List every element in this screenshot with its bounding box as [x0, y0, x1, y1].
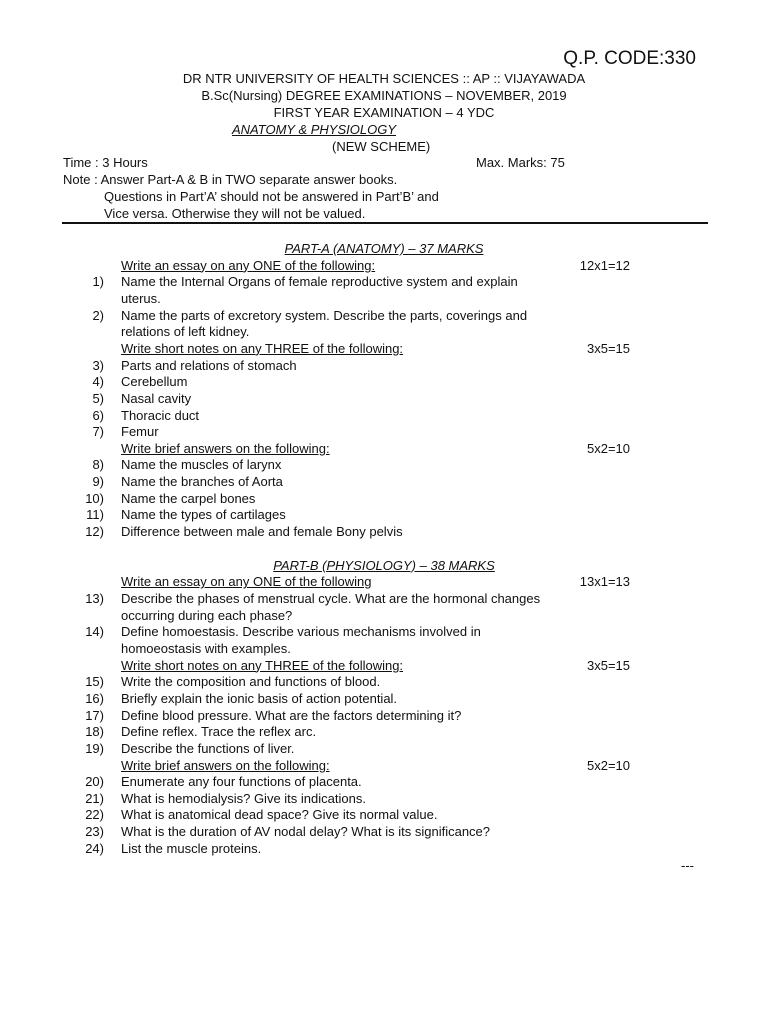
question-number: 7) [92, 424, 104, 440]
section-marks: 3x5=15 [586, 340, 630, 356]
question-text: relations of left kidney. [121, 324, 250, 340]
question-text: uterus. [121, 290, 161, 306]
question-number: 2) [92, 307, 104, 323]
question-text: What is anatomical dead space? Give its normal value. [121, 807, 438, 823]
question-text: Write the composition and functions of blood. [121, 674, 381, 690]
question-number: 20) [85, 774, 104, 790]
question-text: Define reflex. Trace the reflex arc. [121, 724, 317, 740]
question-number: 24) [85, 840, 104, 856]
max-marks: Max. Marks: 75 [476, 155, 565, 170]
question-text: Name the carpel bones [121, 490, 256, 506]
end-mark: --- [681, 858, 694, 873]
exam-line: FIRST YEAR EXAMINATION – 4 YDC [273, 105, 495, 120]
exam-time: Time : 3 Hours [63, 155, 148, 170]
question-number: 12) [85, 524, 104, 539]
question-number: 5) [92, 390, 104, 406]
section-marks: 3x5=15 [586, 657, 630, 673]
question-text: Name the types of cartilages [121, 507, 286, 523]
part-b-title: PART-B (PHYSIOLOGY) – 38 MARKS [273, 557, 495, 573]
note-line-2: Questions in Part’A’ should not be answered in Part’B’ and [104, 189, 439, 204]
question-number: 4) [92, 374, 104, 390]
question-text: Difference between male and female Bony pelvis [121, 524, 403, 539]
question-number: 18) [85, 724, 104, 740]
section-instruction: Write short notes on any THREE of the following: [121, 340, 404, 356]
question-text: Parts and relations of stomach [121, 357, 297, 373]
question-text: Define blood pressure. What are the factors determining it? [121, 707, 462, 723]
section-instruction: Write brief answers on the following: [121, 757, 330, 773]
question-text: What is hemodialysis? Give its indications. [121, 790, 366, 806]
question-text: Define homoestasis. Describe various mechanisms involved in [121, 624, 481, 640]
part-a-title: PART-A (ANATOMY) – 37 MARKS [284, 241, 484, 256]
question-number: 10) [85, 490, 104, 506]
question-number: 9) [92, 474, 104, 490]
question-number: 1) [92, 274, 104, 290]
subject-title: ANATOMY & PHYSIOLOGY [232, 122, 396, 137]
question-text: Name the muscles of larynx [121, 457, 282, 473]
question-number: 13) [85, 591, 104, 606]
question-text: Describe the phases of menstrual cycle. What are the hormonal changes [121, 591, 541, 606]
note-line-1: Note : Answer Part-A & B in TWO separate answer books. [63, 172, 398, 187]
question-number: 3) [92, 357, 104, 373]
question-number: 23) [85, 824, 104, 840]
section-instruction: Write brief answers on the following: [121, 440, 330, 456]
university-name: DR NTR UNIVERSITY OF HEALTH SCIENCES :: AP :: VIJAYAWADA [182, 71, 586, 86]
question-number: 6) [92, 407, 104, 423]
question-number: 17) [85, 707, 104, 723]
section-instruction: Write short notes on any THREE of the following: [121, 657, 404, 673]
question-text: What is the duration of AV nodal delay? What is its significance? [121, 824, 491, 840]
section-marks: 12x1=12 [579, 257, 630, 273]
question-text: Describe the functions of liver. [121, 740, 295, 756]
question-text: homoeostasis with examples. [121, 640, 291, 656]
question-number: 15) [85, 674, 104, 690]
question-number: 14) [85, 624, 104, 640]
scheme-label: (NEW SCHEME) [332, 139, 431, 154]
section-marks: 5x2=10 [586, 757, 630, 773]
question-text: Femur [121, 424, 159, 440]
question-text: Name the parts of excretory system. Describe the parts, coverings and [121, 307, 528, 323]
question-number: 8) [92, 457, 104, 473]
section-marks: 5x2=10 [586, 440, 630, 456]
question-text: Name the branches of Aorta [121, 474, 283, 490]
note-line-3: Vice versa. Otherwise they will not be valued. [104, 206, 366, 221]
header-divider [62, 222, 708, 224]
question-number: 11) [86, 507, 104, 523]
question-number: 19) [85, 740, 104, 756]
question-text: occurring during each phase? [121, 607, 293, 623]
question-text: Nasal cavity [121, 390, 192, 406]
question-number: 16) [85, 690, 104, 706]
question-text: Briefly explain the ionic basis of action potential. [121, 690, 398, 706]
qp-code: Q.P. CODE:330 [563, 48, 696, 69]
question-text: Enumerate any four functions of placenta. [121, 774, 362, 790]
question-number: 22) [85, 807, 104, 823]
question-text: Thoracic duct [121, 407, 200, 423]
question-text: List the muscle proteins. [121, 840, 262, 856]
question-number: 21) [85, 790, 104, 806]
section-instruction: Write an essay on any ONE of the following: [121, 257, 376, 273]
section-instruction: Write an essay on any ONE of the following [121, 574, 372, 590]
section-marks: 13x1=13 [579, 574, 630, 590]
question-text: Name the Internal Organs of female reproductive system and explain [121, 274, 518, 290]
degree-line: B.Sc(Nursing) DEGREE EXAMINATIONS – NOVEMBER, 2019 [201, 88, 567, 103]
question-text: Cerebellum [121, 374, 188, 390]
